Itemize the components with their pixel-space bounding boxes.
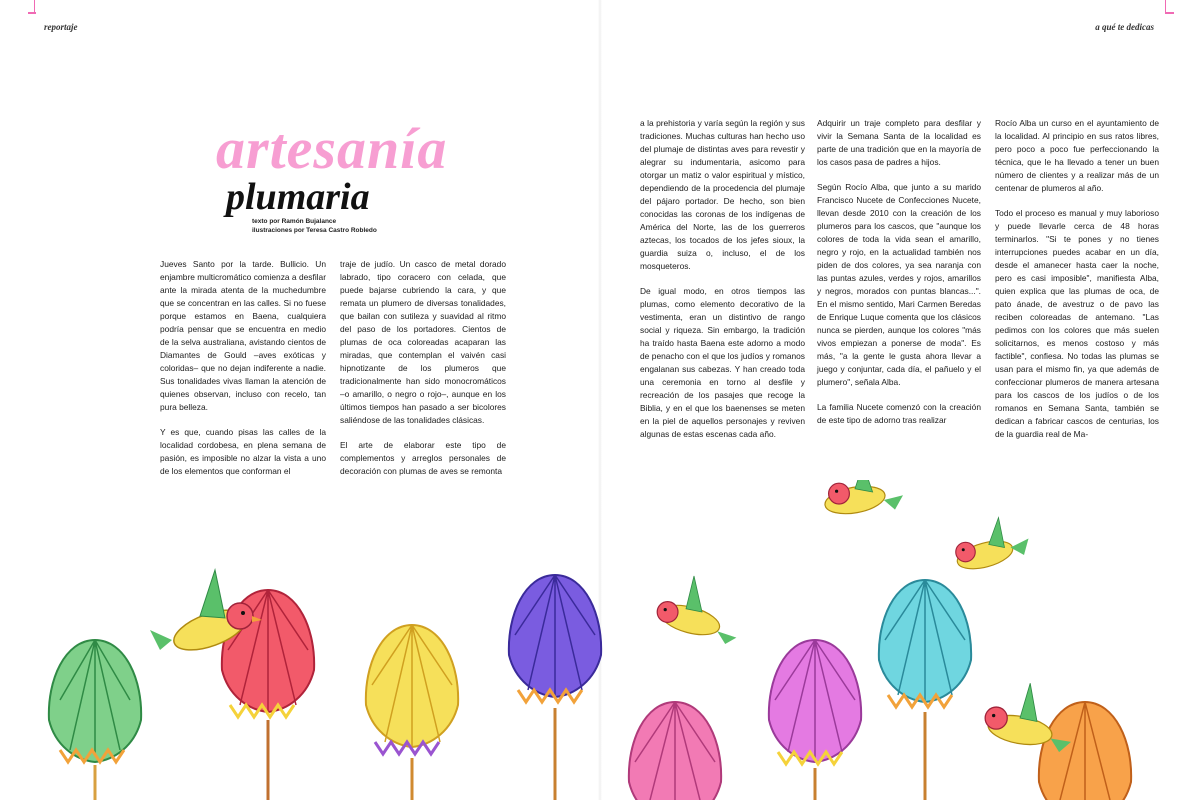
crop-mark [1166,12,1174,14]
text-column-4 [817,117,981,439]
illustrator-credit: ilustraciones por Teresa Castro Robledo [252,226,377,234]
paragraph: Según Rocío Alba, que junto a su marido Francisco Nucete de Confecciones Nucete, llevan desde 2010 con la creación de los plumeros para los cascos, que "aunque los colores de toda la vida sean el amarillo, negro y rojo, en la actualidad también nos piden de dos colores, ya sea naranja con las puntas azules, verdes y rojos, amarillos y negros, morados con puntas blancas...". En el mismo sentido, Mari Carmen Beredas de Enrique Luque comenta que los clásicos nunca se pierden, aunque los colores "más vivos empiezan a ponerse de moda". Es más, "a la gente le gusta ahora llevar a juego y conjuntar, cada día, el pañuelo y el plumero", señala Alba. [817,182,981,387]
plume-pink [629,702,721,800]
feather-plumes-illustration [0,480,1200,800]
text-column-2 [340,258,506,490]
text-column-5 [995,117,1159,453]
article-title: artesanía [216,116,448,181]
bird-2 [657,576,736,644]
author-credit: texto por Ramón Bujalance [252,218,337,225]
paragraph: a la prehistoria y varía según la región y sus tradiciones. Muchas culturas han hecho uso del plumaje de distintas aves para revestir y alegrar su indumentaria, asicomo para otorgar un matiz o valor espiritual y místico, dependiendo de la procedencia del plumaje del pájaro portador. De hecho, son bien conocidas las coronas de los indígenas de América del Norte, las de los guerreros aztecas, los tocados de los jefes sioux, la guardia suiza o, incluso, el de los mosqueteros. [640,118,805,271]
plume-cyan [879,580,971,800]
plume-magenta [769,640,861,800]
paragraph: Todo el proceso es manual y muy laborioso y puede llevarle cerca de 48 horas terminarlos. "Si te pones y no tienes interrupciones puedes acabar en un día, desde el amanecer hasta caer la noche, pero es casi imposible", manifiesta Alba, quien explica que las plumas de oca, de pato ánade, de avestruz o de pavo las reciben coloreadas de antemano. "Las pedimos con los colores que más suelen solicitarnos, es menos costoso y más factible", confiesa. No todas las plumas se usan para el mismo fin, ya que además de confeccionar plumeros de manera artesana para los cascos de los judíos o de los romanos en Semana Santa, también se dedican a fabricar cascos de centurias, los de la guardia real de Ma- [995,208,1159,439]
text-column-1 [160,258,326,490]
plume-purple [509,575,601,800]
paragraph: Rocío Alba un curso en el ayuntamiento de la localidad. Al principio en sus ratos libres, pero poco a poco fue perfeccionando la técnica, que le ha llevado a tener un buen número de clientes y a realizar más de un centenar de plumeros al año. [995,118,1159,193]
bird-4 [954,518,1028,574]
article-subtitle: plumaria [226,176,370,218]
paragraph: Y es que, cuando pisas las calles de la localidad cordobesa, en plena semana de pasión, es imposible no alzar la vista a uno de los elementos que conforman el [160,427,326,476]
plume-green [49,640,141,800]
bird-3 [823,480,903,518]
paragraph: traje de judío. Un casco de metal dorado labrado, tipo coracero con celada, que puede bajarse cubriendo la cara, y que remata un plumero de diversas tonalidades, que bailan con sutileza y suavidad al ritmo del paso de los portadores. Cientos de plumas de oca coloreadas acaparan las miradas, que contemplan el vaivén casi hipnotizante de los plumeros que tradicionalmente han sido monocromáticos –o amarillo, o negro o rojo–, aunque en los últimos tiempos han pasado a ser bicolores saliéndose de las tonalidades clásicas. [340,259,506,425]
paragraph: Jueves Santo por la tarde. Bullicio. Un enjambre multicromático comienza a desfilar ante la mirada atenta de la muchedumbre que se concentran en las calles. Si no fuese porque estamos en Baena, cualquiera podría pensar que se encuentra en medio de la selva australiana, avistando cientos de Diamantes de Gould –aves exóticas y coloridas– que no dejan indiferente a nadie. Sus tonalidades vivas llaman la atención de quienes observan, incluso con recelo, tan pura belleza. [160,259,326,412]
plume-yellow [366,625,458,800]
paragraph: La familia Nucete comenzó con la creación de este tipo de adorno tras realizar [817,402,981,425]
running-head-left: reportaje [44,22,78,32]
text-column-3 [640,117,805,453]
paragraph: Adquirir un traje completo para desfilar y vivir la Semana Santa de la localidad es parte de una tradición que en la mayoría de los casos pasa de padres a hijos. [817,118,981,167]
plume-orange [1039,702,1131,800]
paragraph: De igual modo, en otros tiempos las plumas, como elemento decorativo de la vestimenta, eran un distintivo de rango social y riqueza. Sin embargo, la tradición ha traído hasta Baena este adorno a modo de penacho con el que los judíos y romanos engalanan sus cabezas. Y han creado toda una ceremonia en torno al desfile y recreación de los pasajes que recoge la Biblia, y en el que los baenenses se meten en la piel de aquellos personajes y reviven algunas de estas escenas cada año. [640,286,805,439]
byline [252,218,377,236]
crop-mark [28,12,36,14]
paragraph: El arte de elaborar este tipo de complementos y arreglos personales de decoración con plumas de aves se remonta [340,440,506,476]
running-head-right: a qué te dedicas [1095,22,1154,32]
